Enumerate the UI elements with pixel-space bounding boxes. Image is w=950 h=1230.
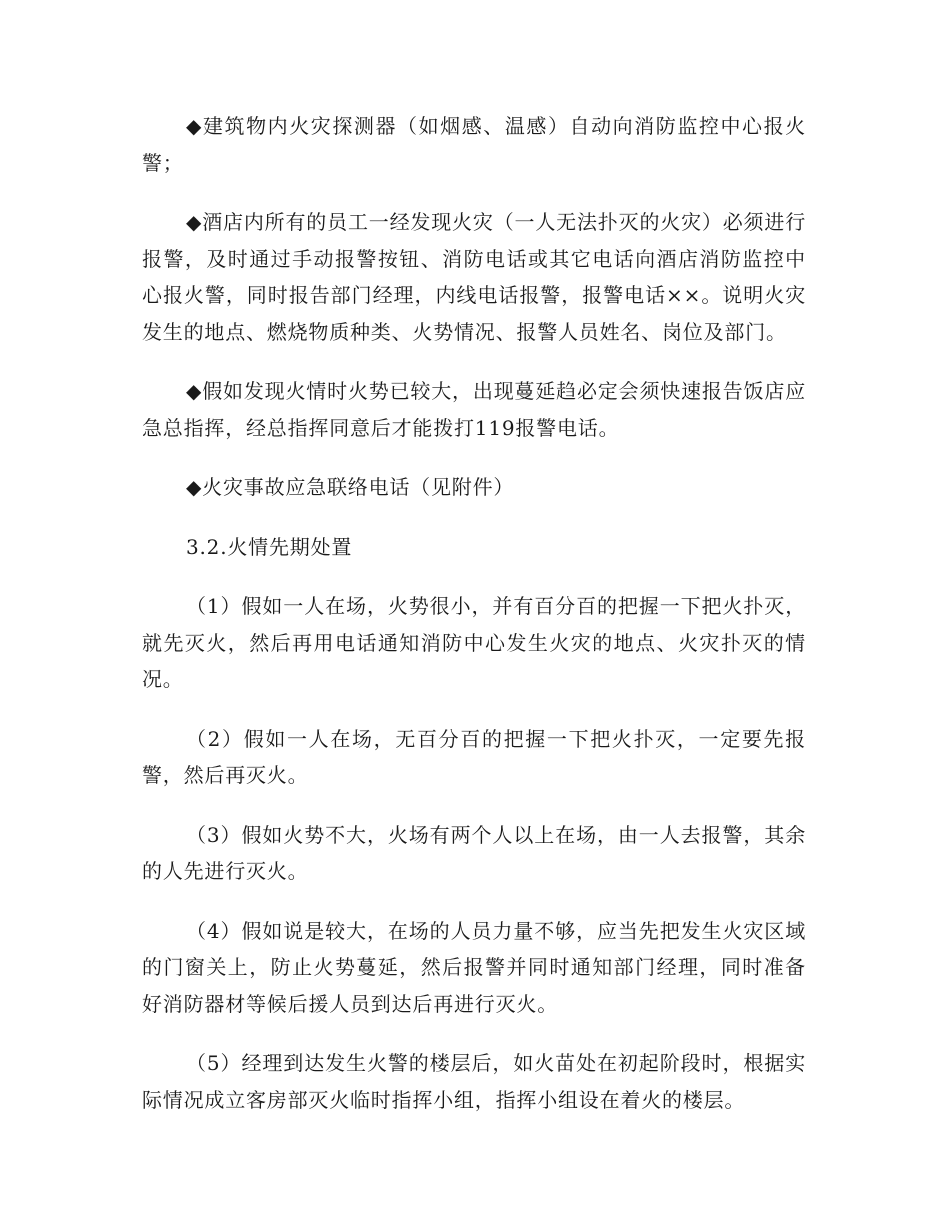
paragraph-step-5: （5）经理到达发生火警的楼层后，如火苗处在初起阶段时，根据实际情况成立客房部灭火临时指挥小组，指挥小组设在着火的楼层。 <box>142 1051 806 1112</box>
paragraph-step-2: （2）假如一人在场，无百分百的把握一下把火扑灭，一定要先报警，然后再灭火。 <box>142 726 806 787</box>
paragraph-step-3: （3）假如火势不大，火场有两个人以上在场，由一人去报警，其余的人先进行灭火。 <box>142 822 806 883</box>
paragraph-fire-detector-alarm: ◆建筑物内火灾探测器（如烟感、温感）自动向消防监控中心报火警； <box>142 114 806 175</box>
section-heading-initial-response: 3.2.火情先期处置 <box>186 534 353 559</box>
document-body <box>142 108 806 1141</box>
paragraph-large-fire-report: ◆假如发现火情时火势已较大，出现蔓延趋必定会须快速报告饭店应急总指挥，经总指挥同意后才能拨打119报警电话。 <box>142 379 806 440</box>
paragraph-step-1: （1）假如一人在场，火势很小，并有百分百的把握一下把火扑灭，就先灭火，然后再用电话通知消防中心发生火灾的地点、火灾扑灭的情况。 <box>142 594 806 691</box>
paragraph-emergency-phone: ◆火灾事故应急联络电话（见附件） <box>186 475 515 499</box>
paragraph-step-4: （4）假如说是较大，在场的人员力量不够，应当先把发生火灾区域的门窗关上，防止火势蔓延，然后报警并同时通知部门经理，同时准备好消防器材等候后援人员到达后再进行灭火。 <box>142 918 806 1016</box>
paragraph-staff-report-fire: ◆酒店内所有的员工一经发现火灾（一人无法扑灭的火灾）必须进行报警，及时通过手动报警按钮、消防电话或其它电话向酒店消防监控中心报火警，同时报告部门经理，内线电话报警，报警电话××。说明火灾发生的地点、燃烧物质种类、火势情况、报警人员姓名、岗位及部门。 <box>142 210 806 344</box>
